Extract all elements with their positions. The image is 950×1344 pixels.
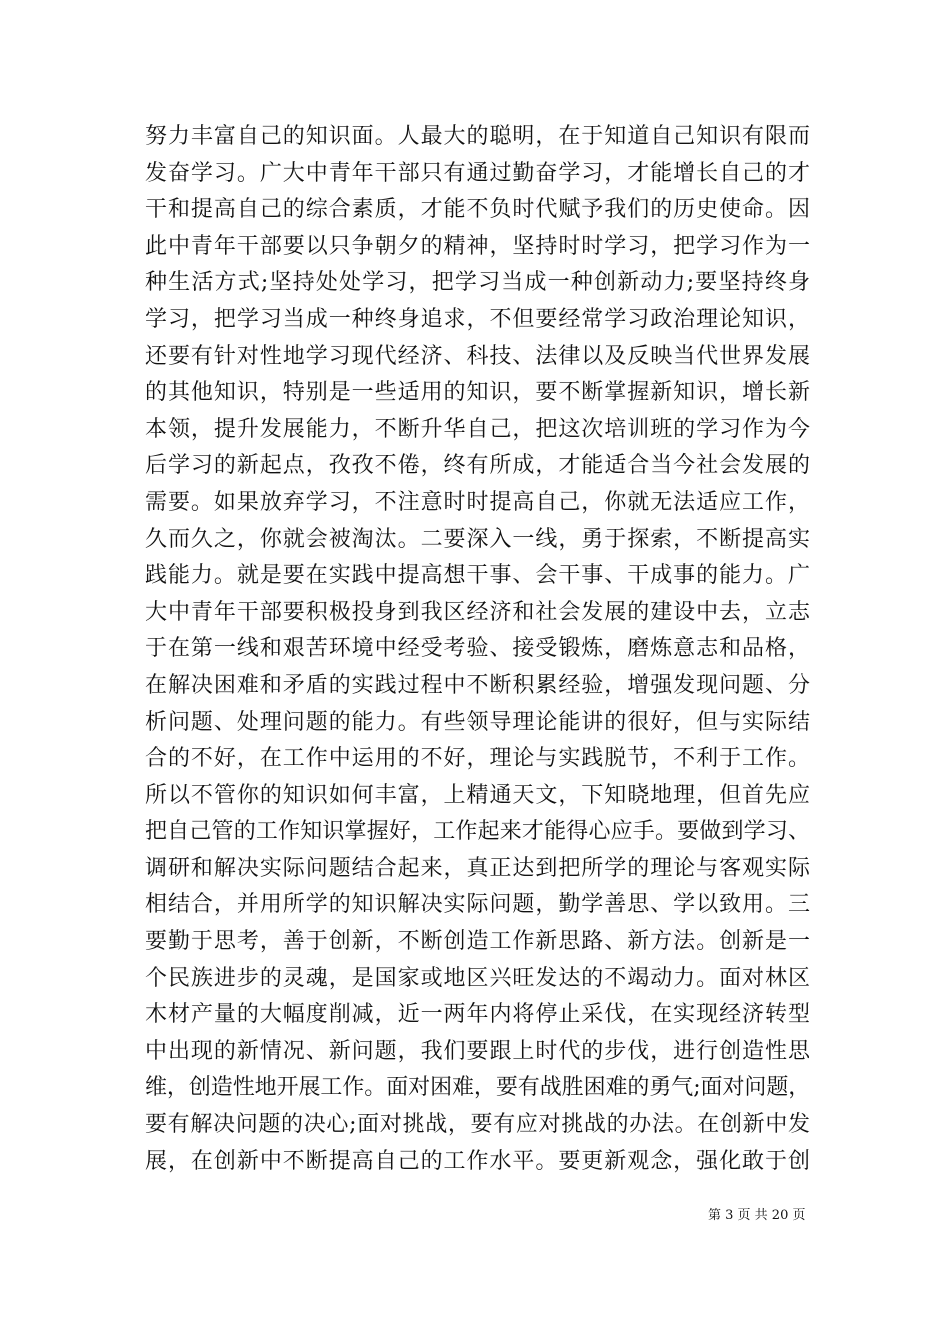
text-line: 的其他知识，特别是一些适用的知识，要不断掌握新知识，增长新 [145,380,810,406]
text-line: 本领，提升发展能力，不断升华自己，把这次培训班的学习作为今 [145,416,810,442]
text-line: 需要。如果放弃学习，不注意时时提高自己，你就无法适应工作， [145,489,810,515]
text-line: 发奋学习。广大中青年干部只有通过勤奋学习，才能增长自己的才 [145,160,810,186]
text-line: 努力丰富自己的知识面。人最大的聪明，在于知道自己知识有限而 [145,124,810,149]
text-line: 合的不好，在工作中运用的不好，理论与实践脱节，不利于工作。 [145,746,810,772]
text-line: 在解决困难和矛盾的实践过程中不断积累经验，增强发现问题、分 [145,672,810,698]
text-line: 干和提高自己的综合素质，才能不负时代赋予我们的历史使命。因 [145,197,810,223]
text-line: 后学习的新起点，孜孜不倦，终有所成，才能适合当今社会发展的 [145,453,810,479]
text-line: 木材产量的大幅度削减，近一两年内将停止采伐，在实现经济转型 [145,1002,810,1028]
text-line: 维，创造性地开展工作。面对困难，要有战胜困难的勇气;面对问题， [145,1075,810,1101]
body-text [145,119,810,1180]
text-line: 相结合，并用所学的知识解决实际问题，勤学善思、学以致用。三 [145,892,810,918]
text-line: 大中青年干部要积极投身到我区经济和社会发展的建设中去，立志 [145,599,810,625]
text-line: 所以不管你的知识如何丰富，上精通天文，下知晓地理，但首先应 [145,782,810,808]
text-line: 把自己管的工作知识掌握好，工作起来才能得心应手。要做到学习、 [145,819,810,845]
text-line: 展，在创新中不断提高自己的工作水平。要更新观念，强化敢于创 [145,1148,810,1174]
text-line: 个民族进步的灵魂，是国家或地区兴旺发达的不竭动力。面对林区 [145,965,810,991]
text-line: 析问题、处理问题的能力。有些领导理论能讲的很好，但与实际结 [145,709,810,735]
text-line: 种生活方式;坚持处处学习，把学习当成一种创新动力;要坚持终身 [145,270,810,296]
text-line: 调研和解决实际问题结合起来，真正达到把所学的理论与客观实际 [145,855,810,881]
text-line: 学习，把学习当成一种终身追求，不但要经常学习政治理论知识， [145,306,810,332]
text-line: 于在第一线和艰苦环境中经受考验、接受锻炼，磨炼意志和品格， [145,636,810,662]
text-line: 此中青年干部要以只争朝夕的精神，坚持时时学习，把学习作为一 [145,233,810,259]
text-line: 中出现的新情况、新问题，我们要跟上时代的步伐，进行创造性思 [145,1038,810,1064]
page-number-footer: 第 3 页 共 20 页 [708,1208,806,1223]
text-line: 还要有针对性地学习现代经济、科技、法律以及反映当代世界发展 [145,343,810,369]
text-line: 久而久之，你就会被淘汰。二要深入一线，勇于探索，不断提高实 [145,526,810,552]
text-line: 践能力。就是要在实践中提高想干事、会干事、干成事的能力。广 [145,563,810,589]
text-line: 要勤于思考，善于创新，不断创造工作新思路、新方法。创新是一 [145,929,810,955]
text-line: 要有解决问题的决心;面对挑战，要有应对挑战的办法。在创新中发 [145,1112,810,1138]
